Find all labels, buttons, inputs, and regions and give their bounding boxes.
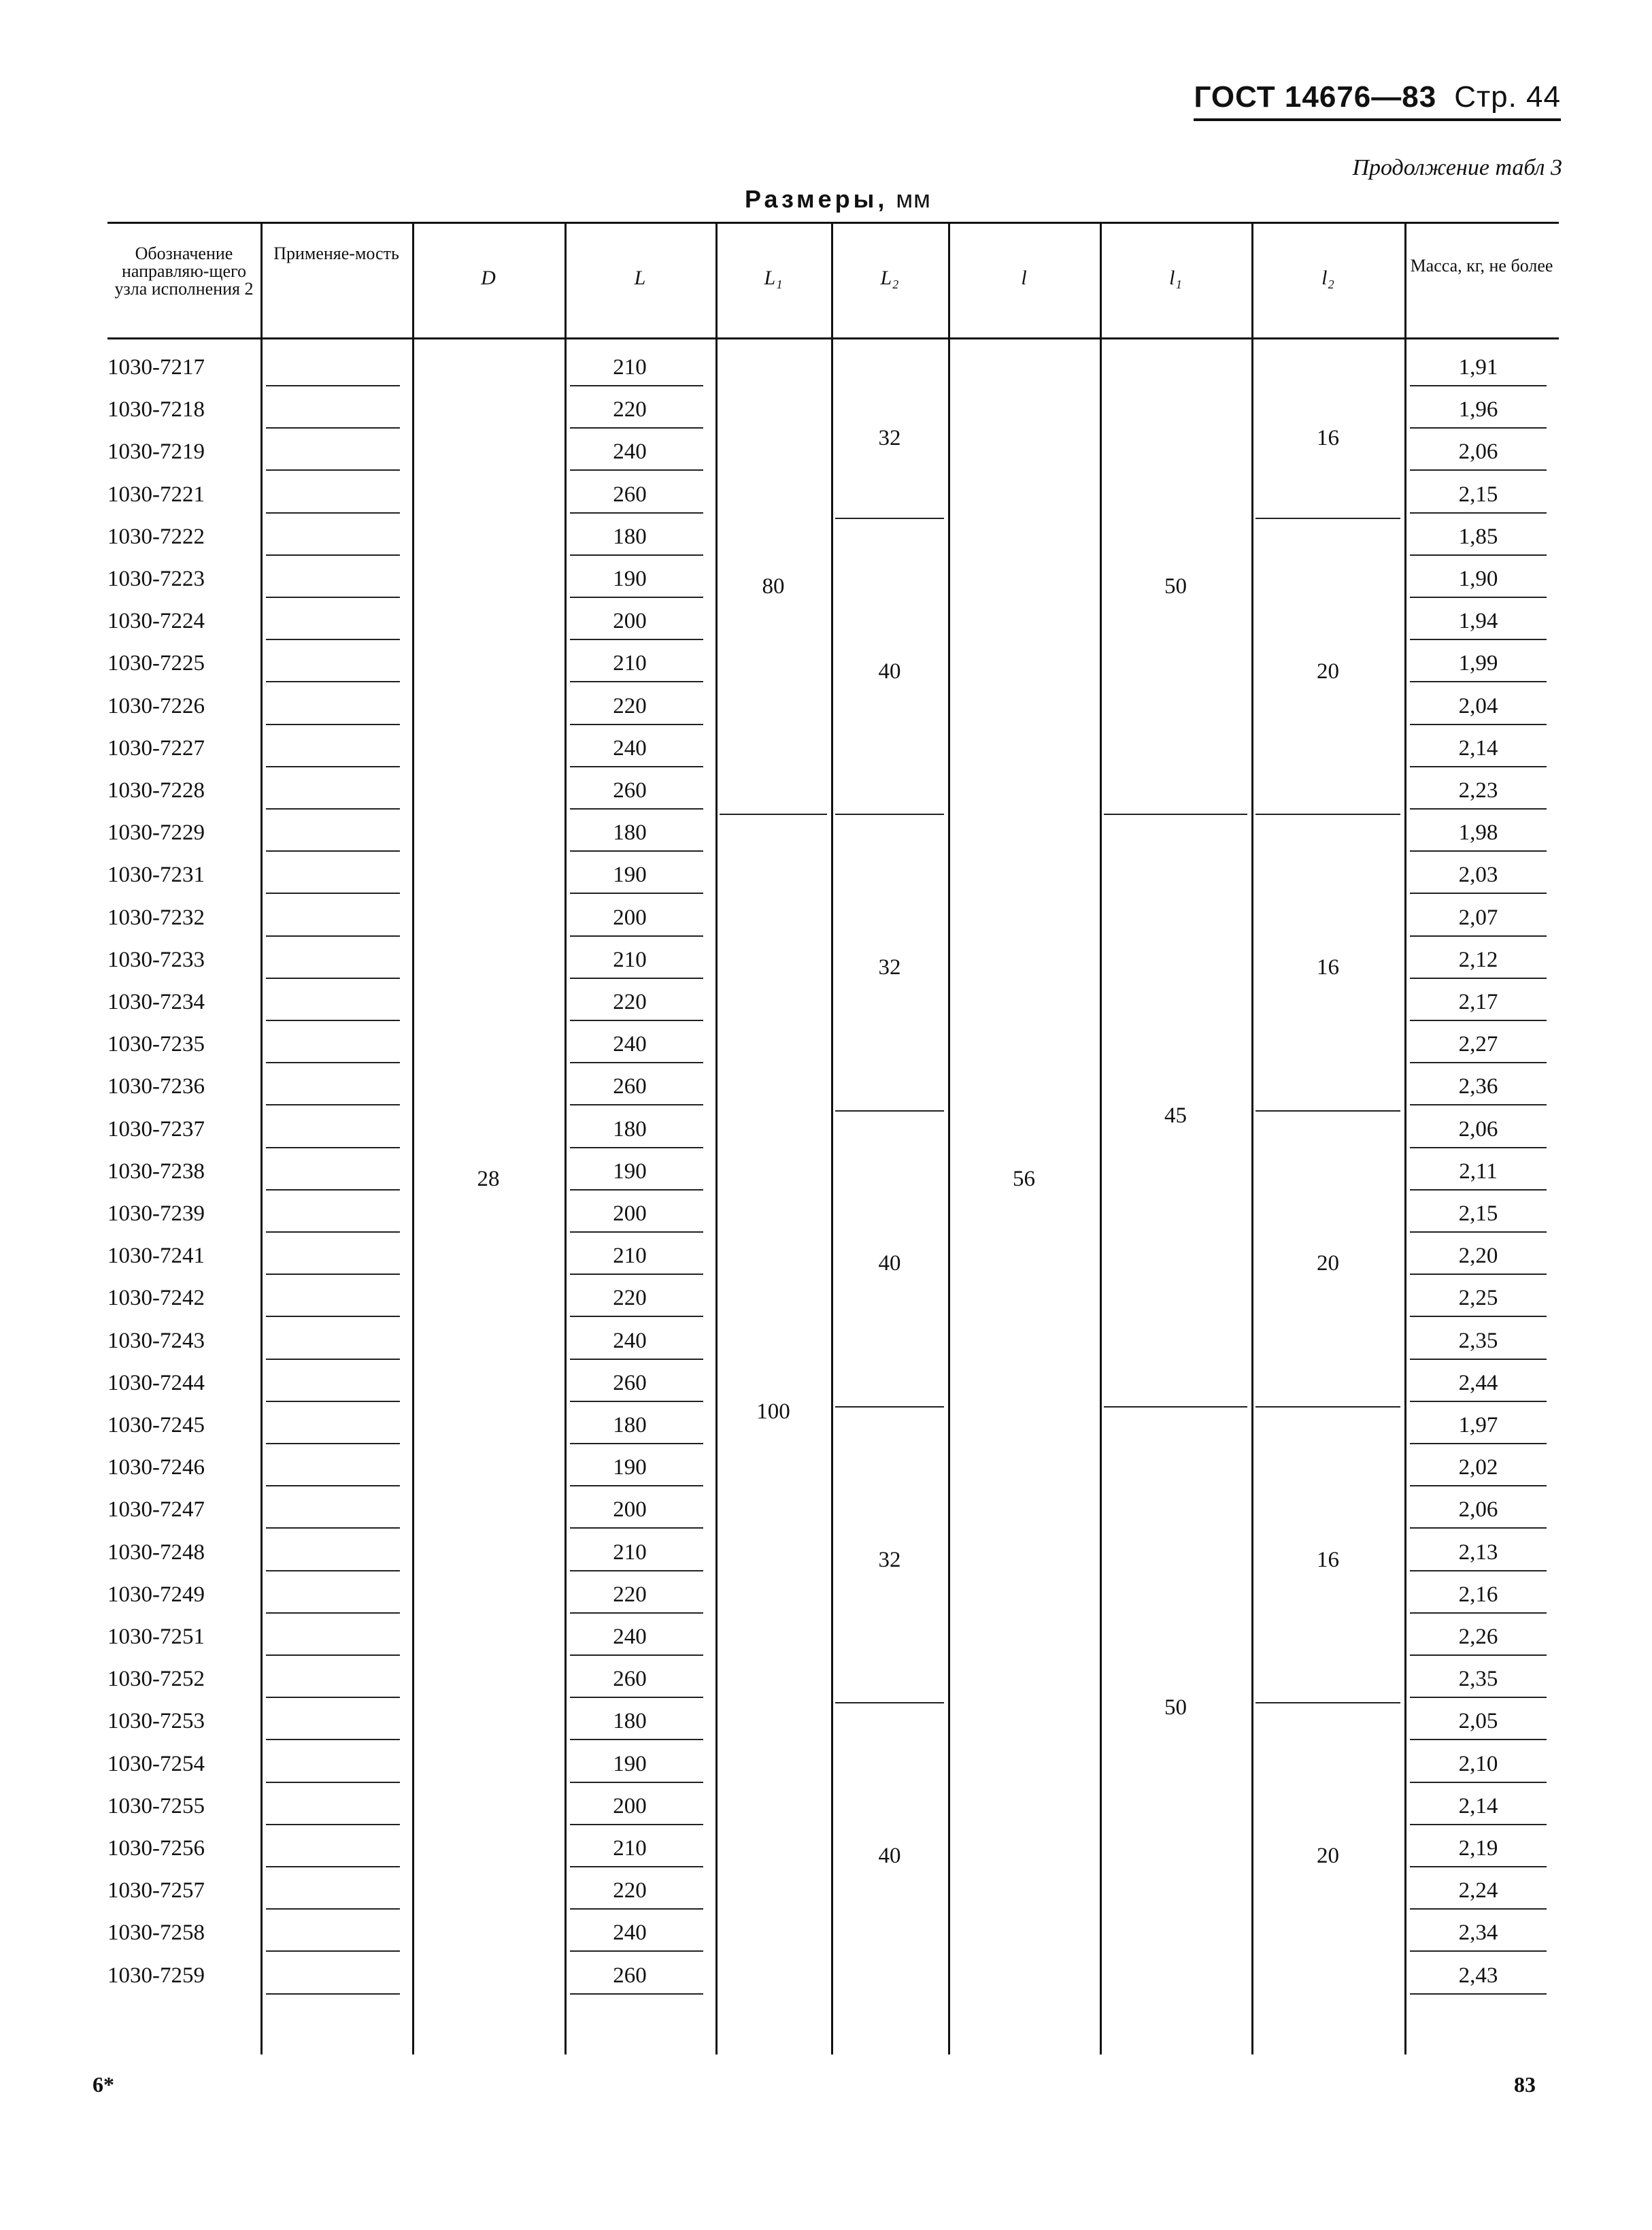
designation-cell: 1030-7255 [107,1793,205,1818]
mass-cell: 2,27 [1458,1032,1498,1057]
applicability-row-rule [266,639,400,640]
designation-cell: 1030-7237 [107,1116,205,1142]
merged-l1-value: 50 [1164,1695,1187,1720]
mass-cell: 2,10 [1458,1751,1498,1776]
applicability-row-rule [266,469,400,471]
designation-cell: 1030-7251 [107,1625,205,1649]
length-L-cell: 220 [613,1582,647,1607]
length-L-cell: 190 [613,1159,647,1184]
length-L-cell: 180 [613,820,647,846]
L-row-rule [570,512,703,514]
length-L-cell: 190 [613,1455,647,1480]
merged-l1-value: 45 [1164,1103,1187,1128]
length-L-cell: 260 [613,1963,647,1988]
mass-row-rule [1410,1062,1547,1063]
mass-cell: 2,15 [1458,482,1498,507]
mass-row-rule [1410,1654,1547,1656]
merged-L1-value: 100 [756,1399,790,1424]
applicability-row-rule [266,893,400,894]
L-row-rule [570,681,703,682]
applicability-row-rule [266,1020,400,1021]
length-L-cell: 240 [613,1032,647,1057]
length-L-cell: 200 [613,609,647,634]
applicability-row-rule [266,1189,400,1191]
mass-cell: 1,90 [1458,567,1498,591]
column-header: L₁ [764,267,783,289]
mass-cell: 2,26 [1458,1625,1498,1649]
merged-L2-value: 32 [878,1547,901,1572]
applicability-row-rule [266,850,400,852]
mass-row-rule [1410,1485,1547,1486]
column-divider [948,222,950,2054]
length-L-cell: 220 [613,397,647,422]
length-L-cell: 260 [613,1074,647,1099]
applicability-row-rule [266,1824,400,1825]
L-row-rule [570,724,703,725]
merged-l2-divider [1255,1702,1400,1703]
column-header: Применяе-мость [273,244,399,263]
mass-cell: 2,15 [1458,1201,1498,1226]
mass-row-rule [1410,935,1547,937]
length-L-cell: 190 [613,567,647,591]
merged-l1-divider [1104,1406,1247,1408]
L-row-rule [570,1147,703,1148]
designation-cell: 1030-7221 [107,482,205,507]
applicability-row-rule [266,978,400,979]
length-L-cell: 220 [613,1878,647,1903]
applicability-row-rule [266,808,400,810]
L-row-rule [570,1866,703,1867]
footer-signature: 6* [92,2072,114,2097]
mass-row-rule [1410,1993,1547,1995]
mass-cell: 2,20 [1458,1244,1498,1269]
applicability-row-rule [266,1866,400,1867]
mass-cell: 2,03 [1458,863,1498,888]
designation-cell: 1030-7247 [107,1497,205,1522]
length-L-cell: 220 [613,1286,647,1311]
mass-cell: 2,06 [1458,439,1498,465]
designation-cell: 1030-7236 [107,1074,205,1099]
applicability-row-rule [266,1993,400,1995]
merged-L2-divider [835,1406,944,1408]
designation-cell: 1030-7256 [107,1836,205,1861]
mass-row-rule [1410,597,1547,598]
designation-cell: 1030-7231 [107,863,205,888]
mass-row-rule [1410,1782,1547,1783]
column-header: Масса, кг, не более [1410,256,1553,276]
applicability-row-rule [266,1401,400,1402]
applicability-row-rule [266,554,400,556]
L-row-rule [570,1316,703,1317]
designation-cell: 1030-7246 [107,1455,205,1480]
column-divider [831,222,833,2054]
length-L-cell: 210 [613,1244,647,1269]
designation-cell: 1030-7234 [107,990,205,1014]
merged-l2-divider [1255,814,1400,815]
mass-row-rule [1410,766,1547,767]
mass-cell: 2,35 [1458,1667,1498,1692]
mass-row-rule [1410,681,1547,682]
designation-cell: 1030-7248 [107,1540,205,1565]
applicability-row-rule [266,1697,400,1698]
designation-cell: 1030-7227 [107,735,205,761]
merged-L2-divider [835,1702,944,1703]
merged-L2-divider [835,1110,944,1112]
length-L-cell: 200 [613,1497,647,1522]
applicability-row-rule [266,597,400,598]
mass-cell: 2,12 [1458,947,1498,972]
length-L-cell: 240 [613,1920,647,1946]
L-row-rule [570,850,703,852]
length-L-cell: 260 [613,778,647,803]
footer-page-number: 83 [1514,2072,1536,2097]
applicability-row-rule [266,1570,400,1571]
page-number: Стр. 44 [1454,80,1561,114]
mass-row-rule [1410,554,1547,556]
applicability-row-rule [266,1274,400,1275]
applicability-row-rule [266,1527,400,1529]
mass-row-rule [1410,512,1547,514]
mass-row-rule [1410,1570,1547,1571]
column-divider [1100,222,1102,2054]
L-row-rule [570,935,703,937]
length-L-cell: 210 [613,947,647,972]
mass-cell: 2,44 [1458,1370,1498,1395]
merged-l2-divider [1255,1406,1400,1408]
designation-cell: 1030-7217 [107,355,205,380]
L-row-rule [570,1612,703,1614]
mass-row-rule [1410,639,1547,640]
mass-row-rule [1410,850,1547,852]
applicability-row-rule [266,724,400,725]
length-L-cell: 180 [613,1709,647,1734]
mass-row-rule [1410,893,1547,894]
designation-cell: 1030-7232 [107,905,205,930]
length-L-cell: 210 [613,1836,647,1861]
mass-cell: 2,23 [1458,778,1498,803]
merged-l2-divider [1255,1110,1400,1112]
length-L-cell: 200 [613,1201,647,1226]
table-header-rule [107,337,1559,339]
length-L-cell: 180 [613,1413,647,1437]
table-top-rule [107,222,1559,224]
standard-number: ГОСТ 14676—83 [1194,80,1437,114]
length-L-cell: 260 [613,1667,647,1692]
mass-row-rule [1410,978,1547,979]
designation-cell: 1030-7241 [107,1244,205,1269]
L-row-rule [570,1908,703,1910]
mass-row-rule [1410,1443,1547,1444]
designation-cell: 1030-7219 [107,439,205,465]
designation-cell: 1030-7238 [107,1159,205,1184]
mass-row-rule [1410,1401,1547,1402]
merged-L2-value: 32 [878,426,901,451]
L-row-rule [570,1485,703,1486]
merged-l2-value: 16 [1317,426,1339,451]
merged-l2-value: 16 [1317,1547,1339,1572]
L-row-rule [570,1359,703,1360]
designation-cell: 1030-7245 [107,1413,205,1437]
L-row-rule [570,1654,703,1656]
L-row-rule [570,1104,703,1105]
L-row-rule [570,1274,703,1275]
length-L-cell: 210 [613,1540,647,1565]
applicability-row-rule [266,1062,400,1063]
designation-cell: 1030-7244 [107,1370,205,1395]
designation-cell: 1030-7222 [107,524,205,549]
merged-L2-divider [835,814,944,815]
merged-l-value: 56 [1013,1166,1035,1191]
L-row-rule [570,427,703,429]
mass-cell: 2,16 [1458,1582,1498,1607]
column-divider [1251,222,1253,2054]
dimensions-title: Размеры, [745,185,888,213]
applicability-row-rule [266,681,400,682]
length-L-cell: 210 [613,355,647,380]
column-header: D [481,267,496,289]
applicability-row-rule [266,1908,400,1910]
length-L-cell: 220 [613,693,647,718]
length-L-cell: 240 [613,735,647,761]
length-L-cell: 180 [613,524,647,549]
mass-cell: 2,36 [1458,1074,1498,1099]
applicability-row-rule [266,1316,400,1317]
mass-cell: 2,07 [1458,905,1498,930]
designation-cell: 1030-7224 [107,609,205,634]
L-row-rule [570,808,703,810]
mass-cell: 2,11 [1459,1159,1498,1184]
mass-cell: 2,19 [1458,1836,1498,1861]
L-row-rule [570,1020,703,1021]
merged-L2-divider [835,518,944,519]
mass-row-rule [1410,1950,1547,1952]
L-row-rule [570,1401,703,1402]
column-divider [412,222,414,2054]
length-L-cell: 240 [613,1625,647,1649]
designation-cell: 1030-7239 [107,1201,205,1226]
applicability-row-rule [266,1654,400,1656]
applicability-row-rule [266,1359,400,1360]
L-row-rule [570,1739,703,1740]
mass-cell: 2,35 [1458,1328,1498,1353]
column-header: L₂ [880,267,899,289]
designation-cell: 1030-7235 [107,1032,205,1057]
mass-cell: 2,06 [1458,1497,1498,1522]
column-divider [715,222,718,2054]
merged-L1-value: 80 [762,574,785,599]
applicability-row-rule [266,1443,400,1444]
length-L-cell: 260 [613,482,647,507]
length-L-cell: 180 [613,1116,647,1142]
L-row-rule [570,554,703,556]
length-L-cell: 210 [613,651,647,676]
designation-cell: 1030-7223 [107,567,205,591]
mass-row-rule [1410,1359,1547,1360]
mass-row-rule [1410,1908,1547,1910]
mass-cell: 1,91 [1458,355,1498,380]
mass-cell: 2,14 [1458,1793,1498,1818]
table-continuation-label: Продолжение табл 3 [1352,155,1562,180]
mass-cell: 2,24 [1458,1878,1498,1903]
L-row-rule [570,893,703,894]
designation-cell: 1030-7249 [107,1582,205,1607]
merged-l1-value: 50 [1164,574,1187,599]
dimensions-unit: мм [896,185,931,213]
L-row-rule [570,385,703,386]
designation-cell: 1030-7257 [107,1878,205,1903]
L-row-rule [570,639,703,640]
applicability-row-rule [266,1950,400,1952]
mass-row-rule [1410,1020,1547,1021]
designation-cell: 1030-7242 [107,1286,205,1311]
mass-row-rule [1410,808,1547,810]
column-header: L [634,267,646,289]
applicability-row-rule [266,1104,400,1105]
applicability-row-rule [266,385,400,386]
L-row-rule [570,1189,703,1191]
mass-row-rule [1410,1527,1547,1529]
designation-cell: 1030-7258 [107,1920,205,1946]
L-row-rule [570,469,703,471]
merged-l2-divider [1255,518,1400,519]
merged-L1-divider [720,814,827,815]
length-L-cell: 240 [613,1328,647,1353]
mass-row-rule [1410,1697,1547,1698]
merged-D-value: 28 [477,1166,500,1191]
designation-cell: 1030-7229 [107,820,205,846]
mass-row-rule [1410,469,1547,471]
applicability-row-rule [266,1485,400,1486]
merged-L2-value: 40 [878,1251,901,1276]
mass-row-rule [1410,1147,1547,1148]
L-row-rule [570,1231,703,1233]
designation-cell: 1030-7226 [107,693,205,718]
mass-cell: 2,25 [1458,1286,1498,1311]
applicability-row-rule [266,1147,400,1148]
mass-cell: 1,98 [1458,820,1498,846]
length-L-cell: 190 [613,863,647,888]
merged-L2-value: 40 [878,659,901,684]
L-row-rule [570,1697,703,1698]
merged-l2-value: 20 [1317,1844,1339,1869]
mass-row-rule [1410,1866,1547,1867]
merged-l2-value: 20 [1317,1251,1339,1276]
designation-cell: 1030-7225 [107,651,205,676]
length-L-cell: 220 [613,990,647,1014]
L-row-rule [570,766,703,767]
mass-cell: 2,14 [1458,735,1498,761]
mass-row-rule [1410,1316,1547,1317]
length-L-cell: 190 [613,1751,647,1776]
mass-cell: 2,06 [1458,1116,1498,1142]
L-row-rule [570,978,703,979]
mass-cell: 2,34 [1458,1920,1498,1946]
applicability-row-rule [266,935,400,937]
mass-cell: 2,43 [1458,1963,1498,1988]
mass-row-rule [1410,1274,1547,1275]
merged-L2-value: 32 [878,954,901,980]
L-row-rule [570,1527,703,1529]
merged-L2-value: 40 [878,1844,901,1869]
mass-cell: 2,13 [1458,1540,1498,1565]
mass-row-rule [1410,1231,1547,1233]
mass-row-rule [1410,1612,1547,1614]
designation-cell: 1030-7254 [107,1751,205,1776]
column-header: l₂ [1321,267,1334,289]
applicability-row-rule [266,1231,400,1233]
designation-cell: 1030-7228 [107,778,205,803]
applicability-row-rule [266,1612,400,1614]
designation-cell: 1030-7253 [107,1709,205,1734]
applicability-row-rule [266,1782,400,1783]
mass-row-rule [1410,1104,1547,1105]
merged-l2-value: 16 [1317,954,1339,980]
mass-cell: 2,17 [1458,990,1498,1014]
mass-row-rule [1410,724,1547,725]
applicability-row-rule [266,1739,400,1740]
merged-l1-divider [1104,814,1247,815]
merged-l2-value: 20 [1317,659,1339,684]
mass-row-rule [1410,1189,1547,1191]
mass-cell: 2,04 [1458,693,1498,718]
mass-cell: 1,97 [1458,1413,1498,1437]
length-L-cell: 200 [613,905,647,930]
column-header: l₁ [1169,267,1182,289]
L-row-rule [570,1824,703,1825]
column-header: Обозначение направляю-щего узла исполнения 2 [114,244,254,299]
mass-cell: 1,94 [1458,609,1498,634]
L-row-rule [570,1062,703,1063]
mass-row-rule [1410,385,1547,386]
mass-cell: 2,05 [1458,1709,1498,1734]
L-row-rule [570,1993,703,1995]
L-row-rule [570,1570,703,1571]
mass-cell: 2,02 [1458,1455,1498,1480]
length-L-cell: 240 [613,439,647,465]
L-row-rule [570,597,703,598]
length-L-cell: 200 [613,1793,647,1818]
designation-cell: 1030-7218 [107,397,205,422]
mass-cell: 1,85 [1458,524,1498,549]
designation-cell: 1030-7259 [107,1963,205,1988]
applicability-row-rule [266,766,400,767]
mass-row-rule [1410,1824,1547,1825]
applicability-row-rule [266,427,400,429]
applicability-row-rule [266,512,400,514]
designation-cell: 1030-7233 [107,947,205,972]
column-divider [260,222,263,2054]
mass-cell: 1,99 [1458,651,1498,676]
designation-cell: 1030-7252 [107,1667,205,1692]
L-row-rule [570,1782,703,1783]
mass-row-rule [1410,1739,1547,1740]
L-row-rule [570,1950,703,1952]
designation-cell: 1030-7243 [107,1328,205,1353]
length-L-cell: 260 [613,1370,647,1395]
column-header: l [1021,267,1027,289]
mass-row-rule [1410,427,1547,429]
mass-cell: 1,96 [1458,397,1498,422]
L-row-rule [570,1443,703,1444]
